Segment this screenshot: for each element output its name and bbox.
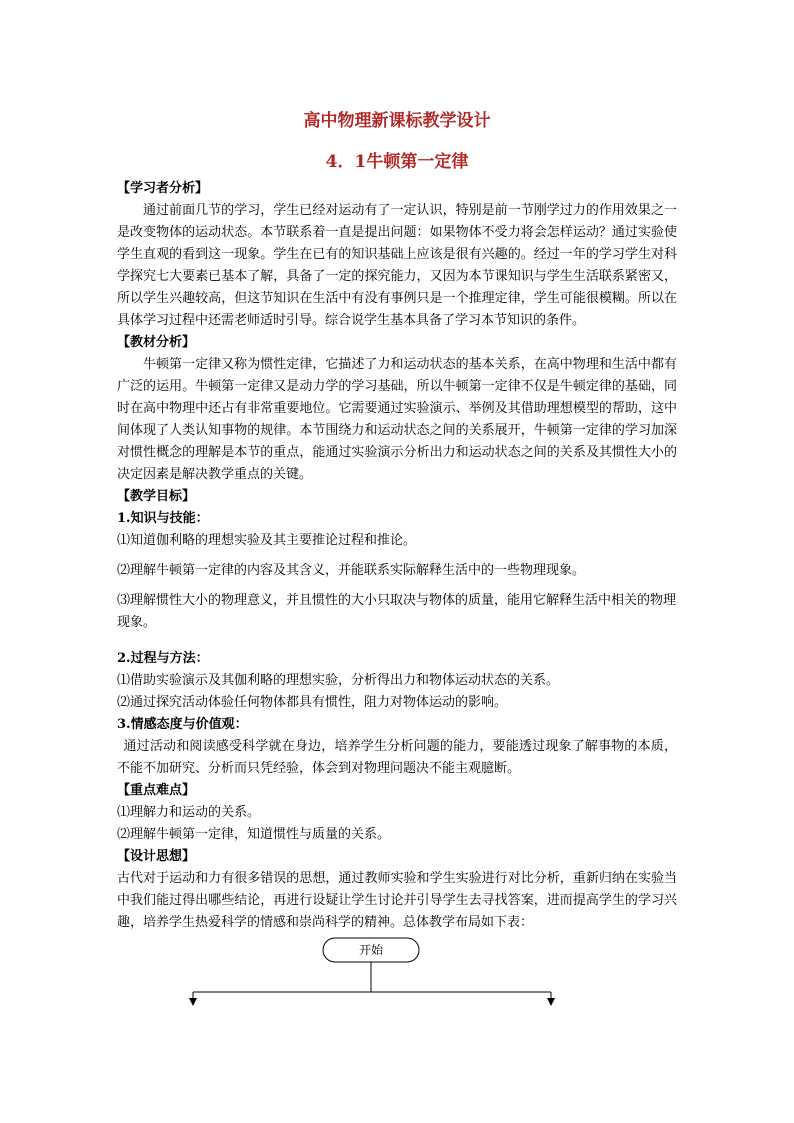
goal-knowledge-item: ⑶理解惯性大小的物理意义，并且惯性的大小只取决与物体的质量，能用它解释生活中相关的物理现象。 — [117, 593, 677, 630]
goal-attitude-title: 3.情感态度与价值观： — [117, 717, 248, 732]
goal-knowledge-title: 1.知识与技能： — [117, 511, 209, 526]
goal-attitude-text: 通过活动和阅读感受科学就在身边，培养学生分析问题的能力，要能透过现象了解事物的本质，不能不加研究、分析而只凭经验，体会到对物理问题决不能主观臆断。 — [117, 739, 677, 776]
document-title: 高中物理新课标教学设计 — [303, 111, 491, 131]
textbook-analysis-text: 牛顿第一定律又称为惯性定律，它描述了力和运动状态的基本关系，在高中物理和生活中都有广泛的运用。牛顿第一定律又是动力学的学习基础，所以牛顿第一定律不仅是牛顿定律的基础，同时在高中物理中还占有非常重要地位。它需要通过实验演示、举例及其借助理想模型的帮助，这中间体现了人类认知事物的规律。本节围绕力和运动状态之间的关系展开，牛顿第一定律的学习加深对惯性概念的理解是本节的重点，能通过实验演示分析出力和运动状态之间的关系及其惯性大小的决定因素是解决教学重点的关键。 — [117, 357, 677, 482]
textbook-analysis-heading: 【教材分析】 — [117, 335, 196, 350]
goal-knowledge-item: ⑵理解牛顿第一定律的内容及其含义，并能联系实际解释生活中的一些物理现象。 — [117, 563, 586, 578]
design-idea-text: 古代对于运动和力有很多错误的思想，通过教师实验和学生实验进行对比分析，重新归纳在实验当中我们能过得出哪些结论，再进行设疑让学生讨论并引导学生去寻找答案，进而提高学生的学习兴趣，培养学生热爱科学的情感和崇尚科学的精神。总体教学布局如下表： — [117, 871, 677, 930]
flowchart-start-label: 开始 — [358, 943, 383, 957]
document-body — [117, 178, 677, 934]
arrow-down-icon — [547, 998, 555, 1006]
design-idea-heading: 【设计思想】 — [117, 849, 196, 864]
key-point-item: ⑴理解力和运动的关系。 — [117, 805, 261, 820]
learner-analysis-text: 通过前面几节的学习，学生已经对运动有了一定认识，特别是前一节刚学过力的作用效果之一是改变物体的运动状态。本节联系着一直是提出问题：如果物体不受力将会怎样运动？通过实验使学生直观的看到这一现象。学生在已有的知识基础上应该是很有兴趣的。经过一年的学习学生对科学探究七大要素已基本了解，具备了一定的探究能力，又因为本节课知识与学生生活联系紧密又，所以学生兴趣较高，但这节知识在生活中有没有事例只是一个推理定律，学生可能很模糊。所以在具体学习过程中还需老师适时引导。综合说学生基本具备了学习本节知识的条件。 — [117, 203, 677, 328]
key-point-item: ⑵理解牛顿第一定律，知道惯性与质量的关系。 — [117, 827, 391, 842]
lesson-title: 4．1牛顿第一定律 — [325, 152, 469, 172]
key-points-heading: 【重点难点】 — [117, 783, 196, 798]
arrow-down-icon — [189, 998, 197, 1006]
goal-knowledge-item: ⑴知道伽利略的理想实验及其主要推论过程和推论。 — [117, 533, 417, 548]
goal-process-item: ⑵通过探究活动体验任何物体都具有惯性，阻力对物体运动的影响。 — [117, 695, 508, 710]
goal-process-item: ⑴借助实验演示及其伽利略的理想实验，分析得出力和物体运动状态的关系。 — [117, 673, 560, 688]
goal-process-title: 2.过程与方法： — [117, 651, 209, 666]
teaching-goals-heading: 【教学目标】 — [117, 489, 196, 504]
learner-analysis-heading: 【学习者分析】 — [117, 181, 209, 196]
